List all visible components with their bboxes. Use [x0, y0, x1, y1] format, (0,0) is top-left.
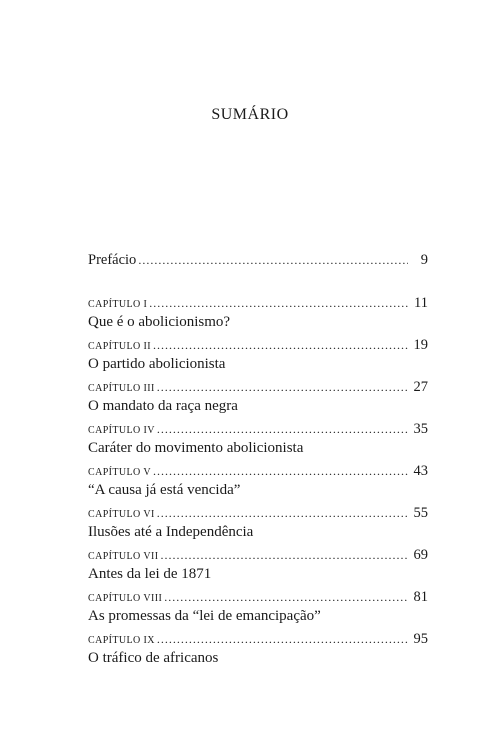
chapter-label: CAPÍTULO I	[88, 299, 148, 310]
dot-leader	[160, 548, 407, 563]
page-title: SUMÁRIO	[211, 106, 289, 123]
chapter-title: Ilusões até a Independência	[88, 524, 254, 540]
chapter-label: CAPÍTULO VIII	[88, 593, 163, 604]
toc-page-number: 69	[413, 547, 428, 563]
toc-page-number: 19	[413, 337, 428, 353]
chapter-title: O tráfico de africanos	[88, 650, 219, 666]
chapter-label: CAPÍTULO IX	[88, 635, 155, 646]
toc-page-number: 43	[413, 463, 428, 479]
chapter-title: Antes da lei de 1871	[88, 566, 212, 582]
toc-entry-chapter	[88, 379, 428, 415]
toc-entry-chapter	[88, 421, 428, 457]
toc-entry-chapter	[88, 505, 428, 541]
chapter-label: CAPÍTULO III	[88, 383, 155, 394]
dot-leader	[157, 506, 408, 521]
chapter-label: CAPÍTULO VII	[88, 551, 159, 562]
dot-leader	[164, 590, 407, 605]
chapter-title: Que é o abolicionismo?	[88, 314, 231, 330]
toc-page-number: 27	[413, 379, 428, 395]
toc-page-number: 95	[413, 631, 428, 647]
chapter-label: CAPÍTULO V	[88, 467, 151, 478]
chapter-label: CAPÍTULO VI	[88, 509, 155, 520]
toc-page-number: 11	[414, 295, 428, 311]
toc-entry-preface	[88, 252, 428, 269]
toc-entry-chapter	[88, 547, 428, 583]
toc-entry-chapter	[88, 589, 428, 625]
toc-entry-chapter	[88, 295, 428, 331]
toc-page-number: 35	[413, 421, 428, 437]
chapter-label: CAPÍTULO IV	[88, 425, 155, 436]
toc-entry-label: Prefácio	[88, 252, 137, 268]
dot-leader	[153, 338, 407, 353]
toc-entry-chapter	[88, 337, 428, 373]
toc-page-number: 9	[420, 252, 428, 268]
dot-leader	[157, 632, 408, 647]
dot-leader	[157, 380, 408, 395]
chapter-title: O partido abolicionista	[88, 356, 226, 372]
chapter-label: CAPÍTULO II	[88, 341, 152, 352]
toc-entry-chapter	[88, 631, 428, 667]
dot-leader	[153, 464, 408, 479]
toc-page-number: 81	[413, 589, 428, 605]
chapter-title: As promessas da “lei de emancipação”	[88, 608, 321, 624]
chapter-title: “A causa já está vencida”	[88, 482, 241, 498]
chapter-title: Caráter do movimento abolicionista	[88, 440, 304, 456]
dot-leader	[149, 296, 408, 311]
dot-leader	[157, 422, 408, 437]
chapter-title: O mandato da raça negra	[88, 398, 238, 414]
dot-leader	[138, 253, 408, 268]
toc-entry-chapter	[88, 463, 428, 499]
toc-page-number: 55	[413, 505, 428, 521]
